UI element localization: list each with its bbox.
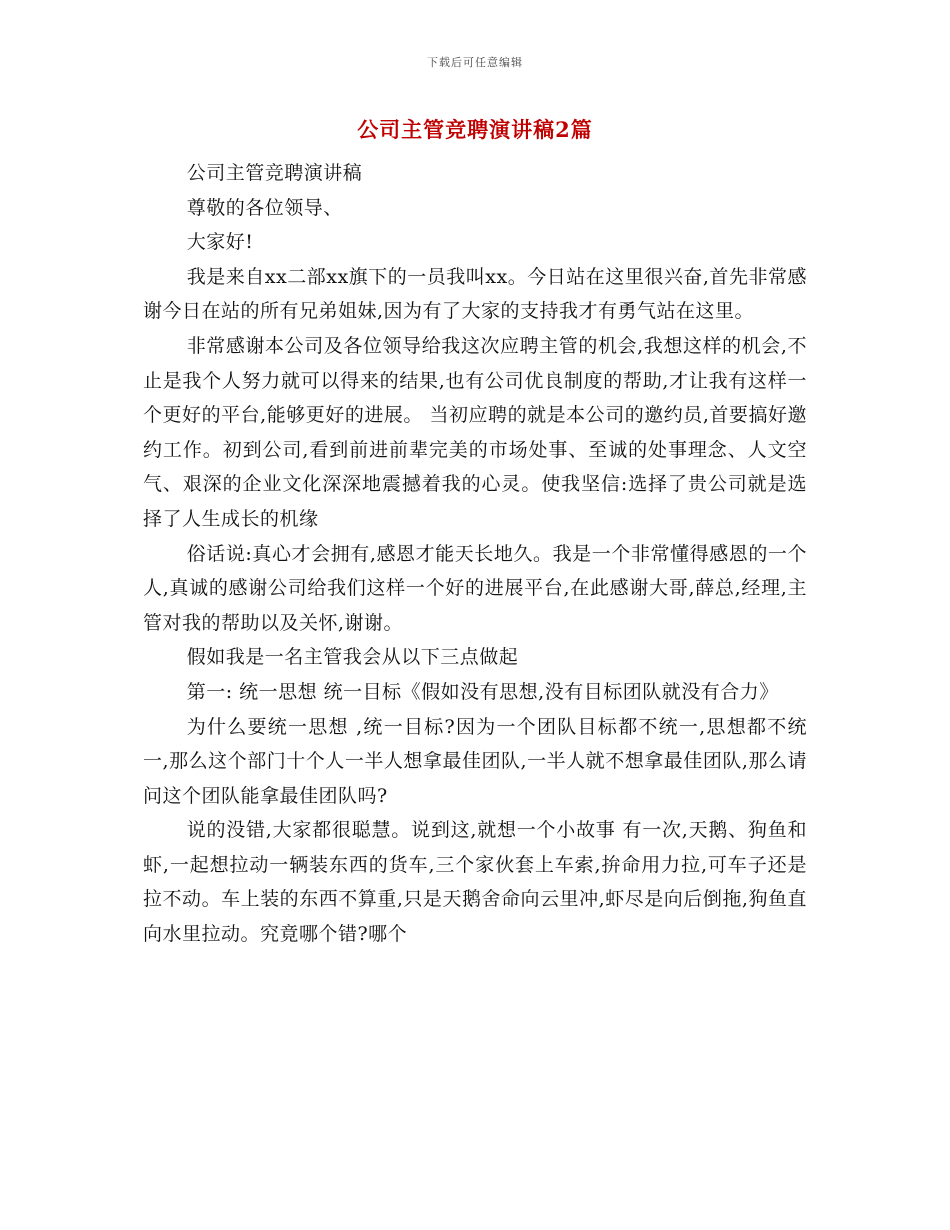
document-body	[143, 156, 807, 952]
paragraph-story: 说的没错,大家都很聪慧。说到这,就想一个小故事 有一次,天鹅、狗鱼和虾,一起想拉动一辆装东西的货车,三个家伙套上车索,拚命用力拉,可车子还是拉不动。车上装的东西不算重,只是天鹅舍命向云里冲,虾尽是向后倒拖,狗鱼直向水里拉动。究竟哪个错?哪个	[143, 819, 807, 946]
paragraph-greeting: 大家好!	[186, 231, 254, 254]
page-header-note: 下载后可任意编辑	[427, 56, 523, 69]
document-title: 公司主管竞聘演讲稿2篇	[357, 117, 593, 142]
paragraph-subtitle: 公司主管竞聘演讲稿	[186, 162, 363, 184]
paragraph-point-one: 第一: 统一思想 统一目标《假如没有思想,没有目标团队就没有合力》	[186, 680, 779, 703]
paragraph-proverb: 俗话说:真心才会拥有,感恩才能天长地久。我是一个非常懂得感恩的一个人,真诚的感谢公司给我们这样一个好的进展平台,在此感谢大哥,薛总,经理,主管对我的帮助以及关怀,谢谢。	[143, 542, 807, 634]
paragraph-plan-intro: 假如我是一名主管我会从以下三点做起	[186, 646, 519, 669]
paragraph-why-unify: 为什么要统一思想 ,统一目标?因为一个团队目标都不统一,思想都不统一,那么这个部门十个人一半人想拿最佳团队,一半人就不想拿最佳团队,那么请问这个团队能拿最佳团队吗?	[143, 715, 807, 807]
paragraph-gratitude: 非常感谢本公司及各位领导给我这次应聘主管的机会,我想这样的机会,不止是我个人努力就可以得来的结果,也有公司优良制度的帮助,才让我有这样一个更好的平台,能够更好的进展。 当初应聘的就是本公司的邀约员,首要搞好邀约工作。初到公司,看到前进前辈完美的市场处事、至诚的处事理念、人文空气、艰深的企业文化深深地震撼着我的心灵。使我坚信:选择了贵公司就是选择了人生成长的机缘	[143, 334, 807, 530]
paragraph-salutation: 尊敬的各位领导、	[186, 196, 343, 219]
paragraph-introduction: 我是来自xx二部xx旗下的一员我叫xx。今日站在这里很兴奋,首先非常感谢今日在站的所有兄弟姐妹,因为有了大家的支持我才有勇气站在这里。	[143, 265, 807, 323]
